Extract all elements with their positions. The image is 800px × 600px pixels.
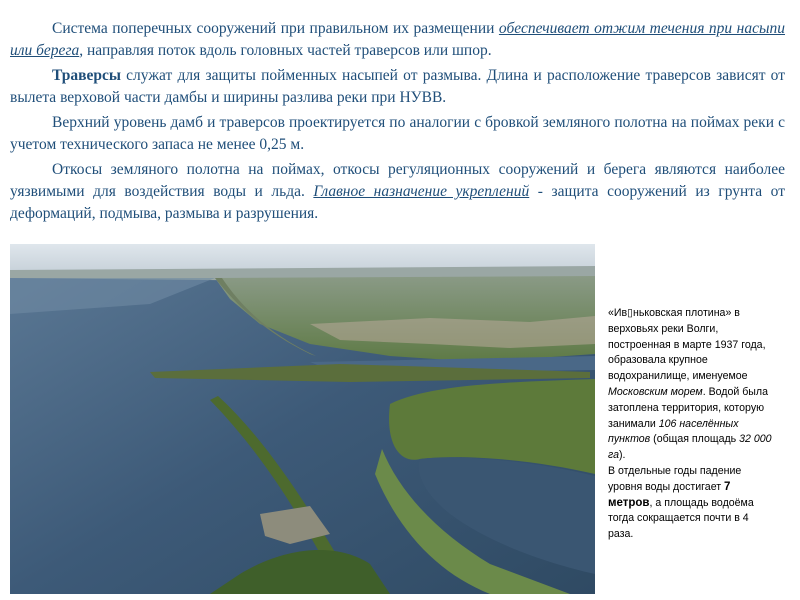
paragraph-4-text: Откосы земляного полотна на поймах, откосы регуляционных сооружений и берега являются наиболее уязвимыми для воздействия воды и льда.: [10, 161, 785, 200]
caption-italic-settlements: 106 населённых пунктов: [608, 417, 739, 446]
caption-text-8: ).: [619, 449, 626, 462]
caption-text-4: . Водой была затоплена территория, которую занимали: [608, 385, 768, 430]
paragraph-2-term: Траверсы: [52, 67, 121, 84]
caption-text-11: , а площадь водоёма тогда сокращается почти в 4 раза.: [608, 496, 754, 541]
paragraph-2-text: служат для защиты пойменных насыпей от размыва. Длина и расположение траверсов зависят от вылета верховой части дамбы и ширины разлива реки при НУВВ.: [10, 67, 785, 106]
caption-bold-depth: 7 метров: [608, 480, 731, 509]
missing-glyph-icon: ▯: [627, 307, 633, 319]
paragraph-4-emphasis: Главное назначение укреплений: [313, 183, 530, 200]
paragraph-3: [10, 112, 785, 156]
paragraph-1: [10, 18, 785, 62]
caption-paragraph-1: [608, 306, 774, 464]
aerial-reservoir-image: [10, 244, 595, 594]
caption-text-2: ньковская плотина» в верховьях реки Волги, построенная в марте 1937 года, образовала крупное водохранилище, именуемое: [608, 307, 766, 383]
caption-italic-sea: Московским морем: [608, 385, 703, 398]
paragraph-4: [10, 159, 785, 225]
caption-italic-area: 32 000 га: [608, 433, 772, 462]
paragraph-1-text-end: , направляя поток вдоль головных частей траверсов или шпор.: [79, 42, 492, 59]
paragraph-3-text: Верхний уровень дамб и траверсов проектируется по аналогии с бровкой земляного полотна на поймах реки с учетом технического запаса не менее 0,25 м.: [10, 114, 785, 153]
caption-text-6: (общая площадь: [650, 433, 740, 446]
main-text: [10, 18, 785, 228]
caption-text-1: «Ив: [608, 307, 628, 319]
paragraph-1-text: Система поперечных сооружений при правильном их размещении: [52, 20, 499, 37]
photo-caption: [608, 306, 774, 543]
paragraph-4-text-end: - защита сооружений из грунта от деформаций, подмыва, размыва и разрушения.: [10, 183, 785, 222]
aerial-reservoir-photo: [10, 244, 595, 594]
caption-text-9: В отдельные годы падение уровня воды достигает: [608, 464, 742, 493]
paragraph-2: [10, 65, 785, 109]
paragraph-1-emphasis: обеспечивает отжим течения при насыпи или берега: [10, 20, 785, 59]
caption-paragraph-2: [608, 464, 774, 543]
